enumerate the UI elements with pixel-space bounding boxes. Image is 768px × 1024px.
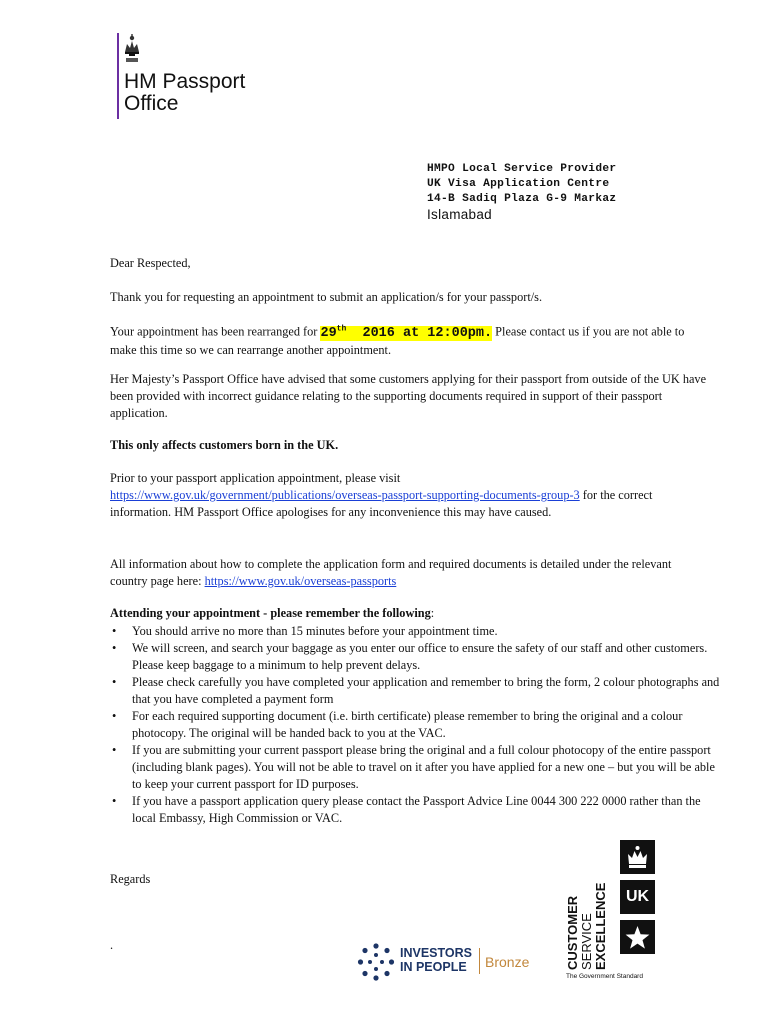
iip-line-1: INVESTORS	[400, 946, 473, 960]
appointment-day-suffix: th	[336, 324, 347, 333]
appointment-day: 29	[320, 325, 337, 341]
info-paragraph	[110, 556, 710, 590]
supporting-documents-link[interactable]: https://www.gov.uk/government/publications/overseas-passport-supporting-documents-group-3	[110, 488, 580, 502]
list-item: • If you are submitting your current passport please bring the original and a full colour photocopy of the entire passport (including blank pages). You will not be able to travel on it after you have applied for a new one – but you will be able to keep your current passport for ID purposes.	[110, 742, 720, 793]
cse-star-box	[620, 920, 655, 954]
star-icon	[620, 920, 655, 954]
hmpo-logo-text	[124, 71, 245, 115]
logo-line-1: HM Passport	[124, 70, 246, 93]
list-item: • Please check carefully you have completed your application and remember to bring the form, 2 colour photographs and that you have completed a payment form	[110, 674, 720, 708]
appointment-time: 2016 at 12:00pm.	[346, 325, 493, 341]
address-block	[427, 162, 616, 222]
address-city: Islamabad	[427, 207, 492, 222]
cse-wordmark	[566, 862, 614, 970]
cse-word-1: CUSTOMER	[565, 895, 580, 970]
overseas-passports-link[interactable]: https://www.gov.uk/overseas-passports	[204, 574, 397, 588]
thanks-paragraph: Thank you for requesting an appointment to submit an application/s for your passport/s.	[110, 290, 543, 304]
iip-line-2: IN PEOPLE	[400, 960, 467, 974]
cse-uk-label: UK	[625, 888, 650, 905]
royal-crest-icon	[121, 32, 143, 66]
born-uk-notice: This only affects customers born in the UK.	[110, 438, 339, 452]
info-text: All information about how to complete the application form and required documents is detailed under the relevant country page here:	[110, 557, 672, 588]
logo-line-2: Office	[124, 92, 179, 115]
cse-uk-box	[620, 880, 655, 914]
instructions-list	[110, 623, 720, 827]
cse-standard-label: The Government Standard	[566, 973, 643, 980]
list-item: • You should arrive no more than 15 minutes before your appointment time.	[110, 623, 720, 640]
appointment-date-highlight	[320, 326, 492, 341]
cse-word-3: EXCELLENCE	[593, 882, 608, 970]
attending-colon: :	[430, 606, 435, 620]
appointment-paragraph	[110, 320, 710, 359]
greeting: Dear Respected,	[110, 256, 191, 270]
iip-level: Bronze	[485, 954, 530, 970]
investors-in-people-logo	[356, 938, 536, 986]
appointment-suffix: Please contact us if you are not able to make this time so we can rearrange another appointment.	[110, 324, 685, 357]
appointment-prefix: Your appointment has been rearranged for	[110, 324, 321, 339]
attending-heading: Attending your appointment - please remember the following	[110, 606, 431, 620]
attending-heading-line	[110, 605, 710, 622]
crown-icon	[620, 840, 655, 874]
iip-divider	[479, 948, 480, 974]
logo-divider-rule	[117, 33, 119, 119]
regards: Regards	[110, 872, 151, 886]
iip-ring-icon	[356, 942, 396, 982]
prior-after: for the correct information. HM Passport Office apologises for any inconvenience this may have caused.	[110, 488, 653, 519]
list-item: • For each required supporting document (i.e. birth certificate) please remember to bring the original and a colour photocopy. The original will be handed back to you at the VAC.	[110, 708, 720, 742]
iip-wordmark	[400, 946, 472, 974]
cse-word-2: SERVICE	[579, 913, 594, 970]
prior-text: Prior to your passport application appointment, please visit	[110, 471, 401, 485]
trailing-dot: .	[110, 938, 114, 952]
address-line-3: 14-B Sadiq Plaza G-9 Markaz	[427, 193, 617, 205]
hmpo-advice-paragraph: Her Majesty’s Passport Office have advised that some customers applying for their passport from outside of the UK have been provided with incorrect guidance relating to the supporting documents required in support of their passport application.	[110, 372, 707, 420]
address-line-1: HMPO Local Service Provider	[427, 163, 617, 175]
list-item: • We will screen, and search your baggage as you enter our office to ensure the safety of our staff and other customers. Please keep baggage to a minimum to help prevent delays.	[110, 640, 720, 674]
list-item: • If you have a passport application query please contact the Passport Advice Line 0044 300 222 0000 rather than the local Embassy, High Commission or VAC.	[110, 793, 720, 827]
cse-crown-box	[620, 840, 655, 874]
address-line-2: UK Visa Application Centre	[427, 178, 610, 190]
prior-paragraph	[110, 470, 710, 521]
